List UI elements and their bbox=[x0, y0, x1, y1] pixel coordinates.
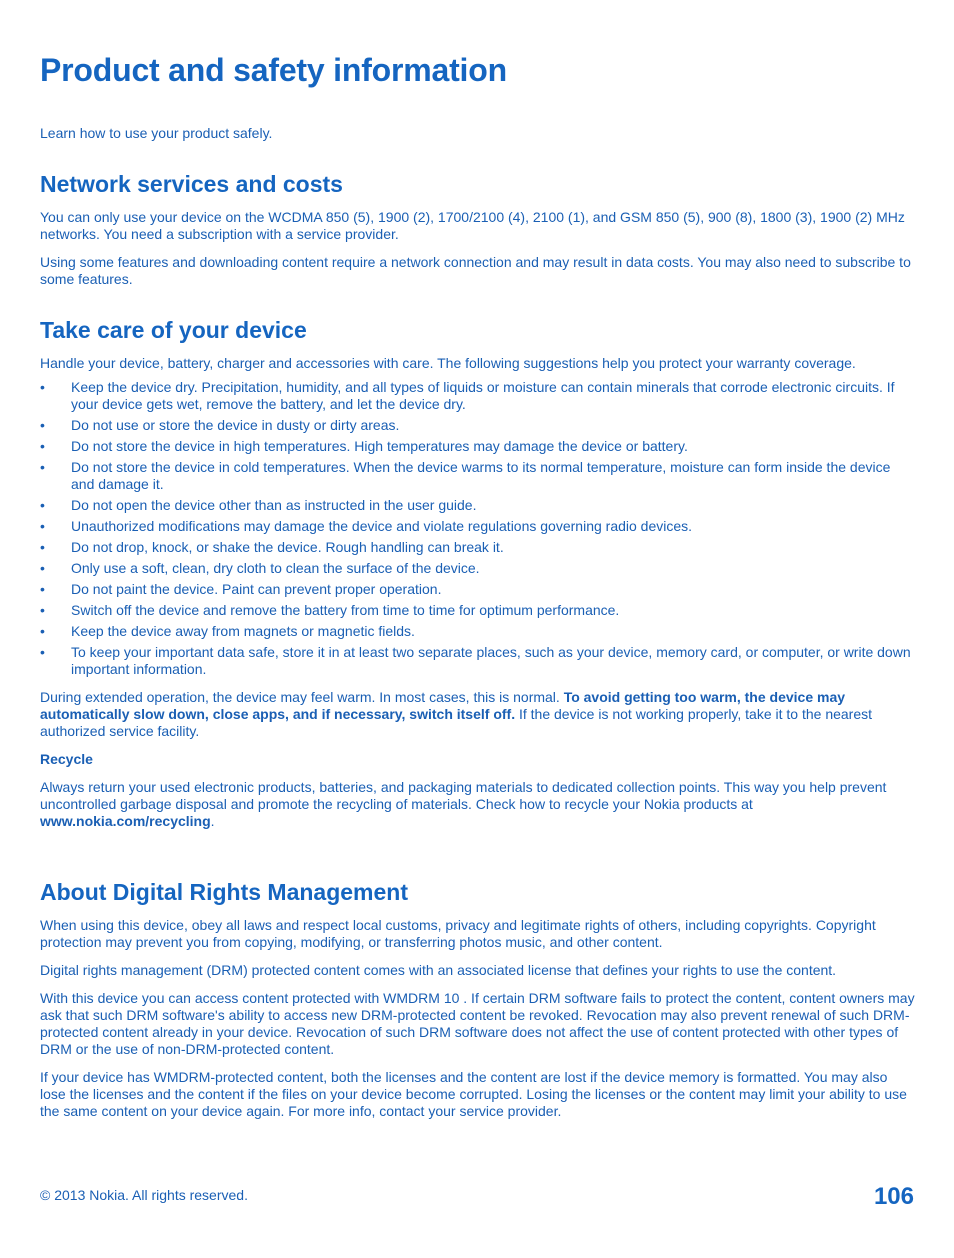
drm-heading: About Digital Rights Management bbox=[40, 879, 408, 905]
list-item: • Only use a soft, clean, dry cloth to clean the surface of the device. bbox=[40, 560, 915, 577]
page-title: Product and safety information bbox=[40, 52, 507, 88]
warm-text-start: During extended operation, the device may feel warm. In most cases, this is normal. bbox=[40, 689, 564, 705]
intro-text: Learn how to use your product safely. bbox=[40, 125, 273, 141]
list-item: • Do not open the device other than as instructed in the user guide. bbox=[40, 497, 915, 514]
copyright-text: © 2013 Nokia. All rights reserved. bbox=[40, 1187, 248, 1203]
list-item: • Switch off the device and remove the battery from time to time for optimum performance. bbox=[40, 602, 915, 619]
drm-paragraph-2: Digital rights management (DRM) protected content comes with an associated license that defines your rights to use the content. bbox=[40, 962, 837, 978]
drm-section bbox=[40, 878, 915, 1120]
care-intro: Handle your device, battery, charger and accessories with care. The following suggestions help you protect your warranty coverage. bbox=[40, 355, 856, 371]
list-item: • Do not paint the device. Paint can prevent proper operation. bbox=[40, 581, 915, 598]
recycle-heading bbox=[40, 751, 915, 768]
recycle-text-end: . bbox=[210, 813, 215, 829]
care-heading: Take care of your device bbox=[40, 317, 307, 343]
list-item: • Do not store the device in high temperatures. High temperatures may damage the device or battery. bbox=[40, 438, 915, 455]
recycle-text: Always return your used electronic products, batteries, and packaging materials to dedicated collection points. This way you help prevent uncontrolled garbage disposal and promote the recycling of materials. Check how to recycle your Nokia products at bbox=[40, 779, 887, 812]
page-number: 106 bbox=[873, 1183, 914, 1210]
drm-paragraph-3: With this device you can access content protected with WMDRM 10 . If certain DRM software fails to protect the content, content owners may ask that such DRM software's ability to access new DRM-protected content be revoked. Revocation may also prevent renewal of such DRM-protected content already in your device. Revocation of such DRM software does not affect the use of content protected with other types of DRM or the use of non-DRM-protected content. bbox=[40, 990, 915, 1057]
recycle-heading-text: Recycle bbox=[40, 751, 93, 767]
recycle-paragraph bbox=[40, 779, 915, 830]
list-item: • Do not use or store the device in dusty or dirty areas. bbox=[40, 417, 915, 434]
network-paragraph-1: You can only use your device on the WCDMA 850 (5), 1900 (2), 1700/2100 (4), 2100 (1), and GSM 850 (5), 900 (8), 1800 (3), 1900 (2) MHz networks. You need a subscription with a service provider. bbox=[40, 209, 905, 242]
list-item: • Keep the device away from magnets or magnetic fields. bbox=[40, 623, 915, 640]
list-item: • Keep the device dry. Precipitation, humidity, and all types of liquids or moisture can contain minerals that corrode electronic circuits. If your device gets wet, remove the battery, and let the device dry. bbox=[40, 379, 915, 413]
list-item: • Do not store the device in cold temperatures. When the device warms to its normal temperature, moisture can form inside the device and damage it. bbox=[40, 459, 915, 493]
drm-paragraph-4: If your device has WMDRM-protected content, both the licenses and the content are lost if the device memory is formatted. You may also lose the licenses and the content if the files on your device become corrupted. Losing the licenses or the content may limit your ability to use the same content on your device again. For more info, contact your service provider. bbox=[40, 1069, 907, 1119]
care-section bbox=[40, 316, 915, 830]
warm-text-end: If the device is not working properly, take it to the nearest authorized service facility. bbox=[40, 706, 873, 739]
network-section bbox=[40, 170, 915, 288]
list-item: • Do not drop, knock, or shake the device. Rough handling can break it. bbox=[40, 539, 915, 556]
warm-text-bold: To avoid getting too warm, the device may automatically slow down, close apps, and if necessary, switch itself off. bbox=[40, 689, 846, 722]
warm-paragraph bbox=[40, 689, 915, 740]
recycling-link[interactable]: www.nokia.com/recycling bbox=[40, 813, 211, 829]
drm-paragraph-1: When using this device, obey all laws and respect local customs, privacy and legitimate rights of others, including copyrights. Copyright protection may prevent you from copying, modifying, or transferring photos music, and other content. bbox=[40, 917, 876, 950]
care-list bbox=[40, 379, 915, 678]
list-item: • To keep your important data safe, store it in at least two separate places, such as your device, memory card, or computer, or write down important information. bbox=[40, 644, 915, 678]
network-heading: Network services and costs bbox=[40, 171, 343, 197]
network-paragraph-2: Using some features and downloading content require a network connection and may result in data costs. You may also need to subscribe to some features. bbox=[40, 254, 911, 287]
list-item: • Unauthorized modifications may damage the device and violate regulations governing radio devices. bbox=[40, 518, 915, 535]
